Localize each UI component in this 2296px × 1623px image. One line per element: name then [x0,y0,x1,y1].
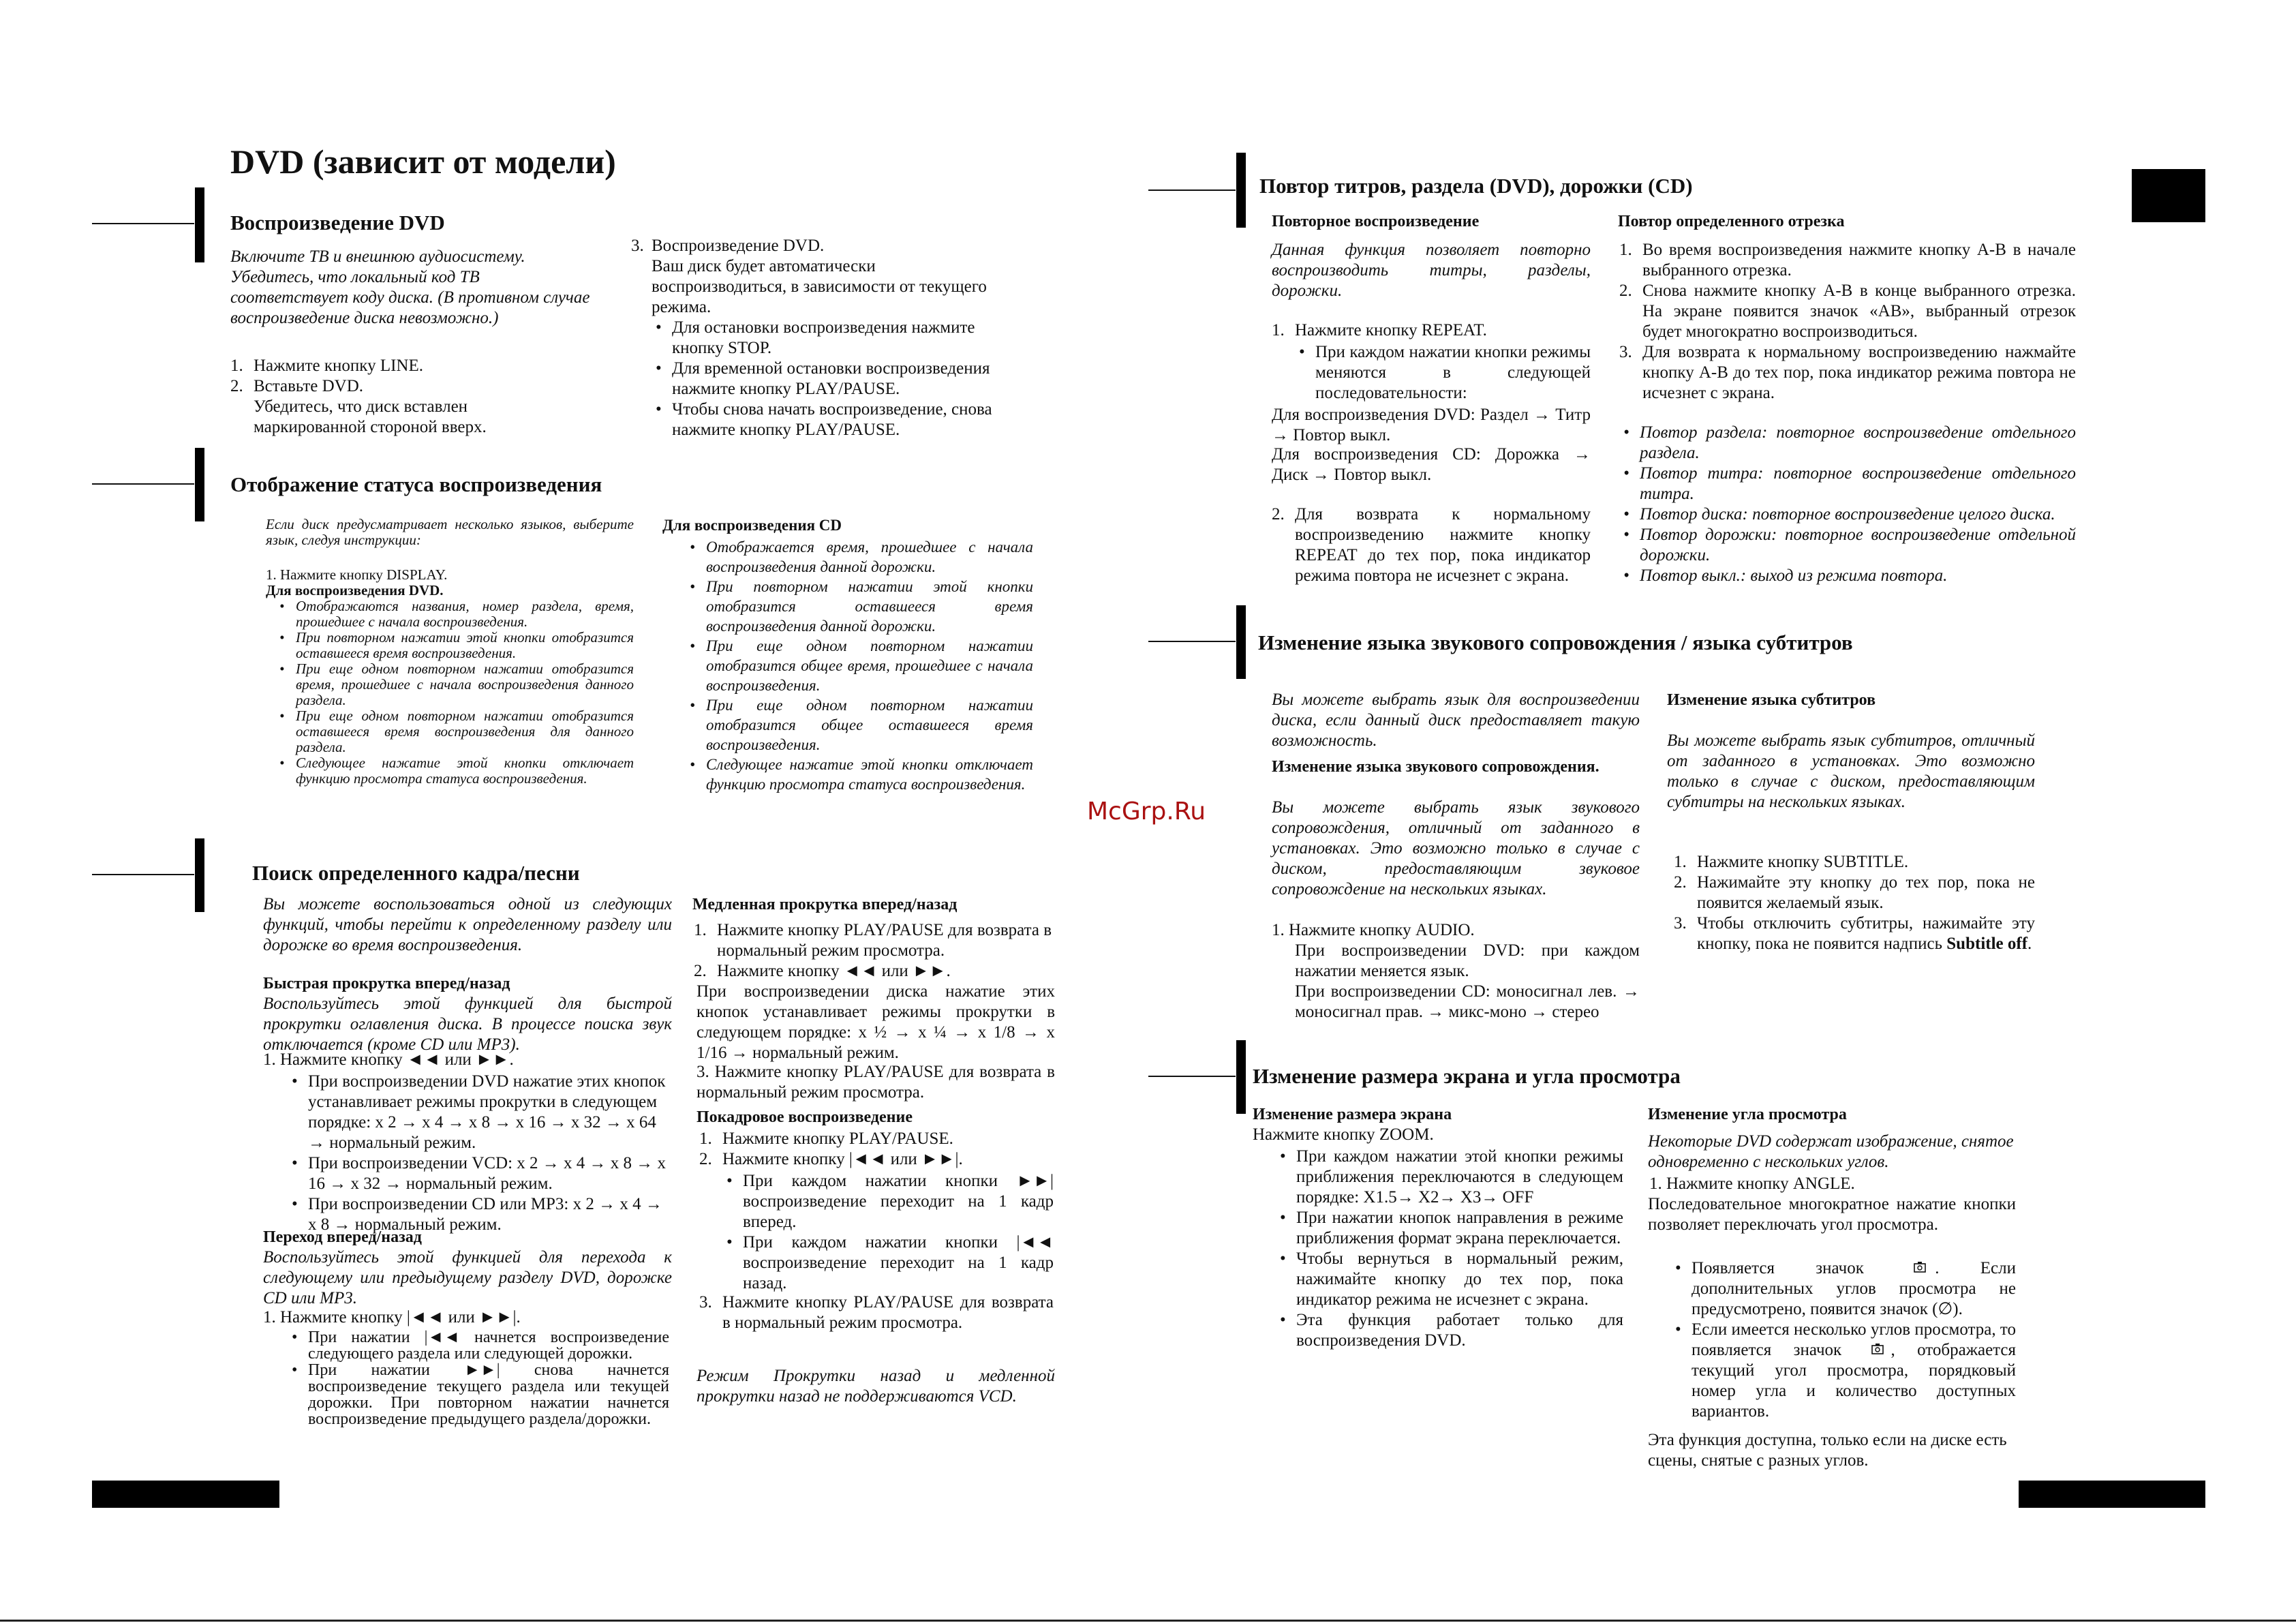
list-item: • Чтобы снова начать воспроизведение, снова нажмите кнопку PLAY/PAUSE. [652,399,999,440]
list-item: • При еще одном повторном нажатии отобразится общее оставшееся время воспроизведения. [686,695,1033,755]
list-item: 2. Для возврата к нормальному воспроизведению нажмите кнопку REPEAT до тех пор, пока индикатор режима повтора не исчезнет с экрана. [1272,505,1591,585]
ab-steps [1619,240,2076,404]
size-step: Нажмите кнопку ZOOM. [1253,1125,1434,1144]
list-item: • При еще одном повторном нажатии отобразится общее время, прошедшее с начала воспроизведения. [686,636,1033,695]
audio-heading: Изменение языка звукового сопровождения. [1272,758,1599,776]
list-item: • Повтор выкл.: выход из режима повтора. [1619,566,2076,586]
list-item: 1. Во время воспроизведения нажмите кнопку A-B в начале выбранного отрезка. [1619,241,2076,279]
search-note: Режим Прокрутки назад и медленной прокрутки назад не поддерживаются VCD. [697,1367,1055,1406]
list-item: • При еще одном повторном нажатии отобразится оставшееся время воспроизведения для данного раздела. [275,708,634,755]
slow-heading: Медленная прокрутка вперед/назад [692,896,958,913]
list-item: • При каждом нажатии этой кнопки режимы приближения переключаются в следующем порядке: X1.5→ X2→ X3→ OFF [1276,1147,1623,1208]
repeat-step1 [1272,320,1591,341]
section-rule [1148,189,1236,191]
list-item: • При еще одном повторном нажатии отобразится время, прошедшее с начала воспроизведения данного раздела. [275,661,634,708]
size-heading: Изменение размера экрана [1253,1106,1452,1123]
repeat-intro: Данная функция позволяет повторно воспроизводить титры, разделы, дорожки. [1272,241,1591,300]
search-intro: Вы можете воспользоваться одной из следующих функций, чтобы перейти к определенному разделу или дорожке во время воспроизведения. [263,895,672,954]
section-rule [1148,641,1236,642]
frame-list [722,1171,1054,1294]
list-item: • При нажатии |◄◄ начнется воспроизведение следующего раздела или следующей дорожки. [288,1329,669,1362]
list-item: 3. Нажмите кнопку PLAY/PAUSE для возврата в нормальный режим просмотра. [699,1293,1054,1332]
list-item: • При воспроизведении DVD нажатие этих кнопок устанавливает режимы прокрутки в следующем порядке: x 2 → x 4 → x 8 → x 16 → x 32 → x 64 → нормальный режим. [288,1072,669,1153]
angle-note: Эта функция доступна, только если на диске есть сцены, снятые с разных углов. [1648,1431,2007,1470]
list-item: • Отображаются названия, номер раздела, время, прошедшее с начала воспроизведения. [275,598,634,630]
audio-step: 1. Нажмите кнопку AUDIO. [1272,921,1475,939]
frame-heading: Покадровое воспроизведение [697,1108,913,1126]
subtitle-off-label: Subtitle off [1946,935,2028,953]
fast-list [288,1072,669,1235]
section-marker [1236,153,1246,228]
section-heading-zoom: Изменение размера экрана и угла просмотра [1253,1064,1681,1088]
playback-step2-note: Убедитесь, что диск вставлен маркированной стороной вверх. [254,397,487,436]
audio-dvd: При воспроизведении DVD: при каждом нажатии меняется язык. [1295,941,1640,980]
audio-intro: Вы можете выбрать язык звукового сопровождения, отличный от заданного в установках. Это возможно только в случае с диском, предоставляющим звуковое сопровождение на нескольких языках. [1272,798,1640,898]
status-cd-list [686,537,1033,794]
list-item: • Следующее нажатие этой кнопки отключает функцию просмотра статуса воспроизведения. [275,755,634,787]
playback-step3: 3. Воспроизведение DVD. Ваш диск будет автоматически воспроизводиться, в зависимости от текущего режима. • Для остановки воспроизведения нажмите кнопку STOP. • Для временной остановки воспроизведения нажмите кнопку PLAY/PAUSE. • Чтобы снова начать воспроизведение, снова нажмите кнопку PLAY/PAUSE. [631,236,999,440]
slow-step3: 3. Нажмите кнопку PLAY/PAUSE для возврата в нормальный режим просмотра. [697,1063,1055,1102]
list-item: • При каждом нажатии кнопки ►►| воспроизведение переходит на 1 кадр вперед. [722,1171,1054,1232]
list-item: • Чтобы вернуться в нормальный режим, нажимайте кнопку до тех пор, пока индикатор режима не исчезнет с экрана. [1276,1249,1623,1310]
list-item: 3. Для возврата к нормальному воспроизведению нажмайте кнопку A-B до тех пор, пока индикатор режима повтора не исчезнет с экрана. [1619,343,2076,402]
section-marker [195,187,204,262]
section-heading-repeat: Повтор титров, раздела (DVD), дорожки (CD) [1259,174,1693,198]
repeat-cd-line: Для воспроизведения CD: Дорожка → Диск → Повтор выкл. [1272,445,1591,484]
fast-heading: Быстрая прокрутка вперед/назад [263,975,510,992]
section-rule [92,874,194,875]
repeat-dvd-line: Для воспроизведения DVD: Раздел → Титр → Повтор выкл. [1272,406,1591,444]
list-item: • Повтор диска: повторное воспроизведение целого диска. [1619,504,2076,525]
list-item: • Повтор раздела: повторное воспроизведение отдельного раздела. [1619,423,2076,464]
size-list [1276,1147,1623,1351]
status-step1: 1. Нажмите кнопку DISPLAY. [266,566,448,583]
angle-heading: Изменение угла просмотра [1648,1106,1847,1123]
list-item: 3. Чтобы отключить субтитры, нажимайте эту кнопку, пока не появится надпись Subtitle off. [1674,914,2035,953]
section-heading-playback: Воспроизведение DVD [230,211,445,234]
frame-step3 [699,1292,1054,1333]
list-item: • При воспроизведении VCD: x 2 → x 4 → x 8 → x 16 → x 32 → нормальный режим. [288,1153,669,1194]
list-item: • Следующее нажатие этой кнопки отключает функцию просмотра статуса воспроизведения. [686,755,1033,794]
list-item: 1. Нажмите кнопку REPEAT. [1272,321,1487,339]
playback-steps [230,356,598,397]
section-rule [92,223,194,224]
status-intro: Если диск предусматривает несколько языков, выберите язык, следуя инструкции: [266,516,634,548]
status-dvd-list [275,598,634,787]
list-item: • При повторном нажатии этой кнопки отобразится оставшееся время воспроизведения данной дорожки. [686,577,1033,636]
section-marker [1236,1040,1246,1114]
section-heading-search: Поиск определенного кадра/песни [252,861,580,885]
subtitle-heading: Изменение языка субтитров [1667,691,1876,709]
list-item: 1. Нажмите кнопку LINE. [230,357,424,375]
list-item: • Если имеется несколько углов просмотра, то появляется значок , отображается текущий угол просмотра, порядковый номер угла и количество доступных вариантов. [1671,1320,2016,1422]
watermark: McGrp.Ru [1087,798,1206,825]
list-item: 1. Нажмите кнопку PLAY/PAUSE. [699,1129,953,1148]
language-intro: Вы можете выбрать язык для воспроизведении диска, если данный диск предоставляет такую возможность. [1272,691,1640,750]
list-item: • Отображается время, прошедшее с начала воспроизведения данной дорожки. [686,537,1033,577]
list-item: • Повтор дорожки: повторное воспроизведение отдельной дорожки. [1619,525,2076,566]
repeat-sub2: Повтор определенного отрезка [1618,213,1845,230]
ab-list [1619,423,2076,586]
status-dvd-label: Для воспроизведения DVD. [266,582,444,598]
list-item: 2. Нажмите кнопку ◄◄ или ►►. [694,962,951,980]
audio-cd: При воспроизведении CD: моносигнал лев. → моносигнал прав. → микс-моно → стерео [1295,982,1640,1021]
subtitle-intro: Вы можете выбрать язык субтитров, отличный от заданного в установках. Это возможно только в случае с диском, предоставляющим субтитры на нескольких языках. [1667,731,2035,811]
section-marker [195,448,204,521]
fast-intro: Воспользуйтесь этой функцией для быстрой прокрутки оглавления диска. В процессе поиска звук отключается (кроме CD или MP3). [263,995,672,1054]
section-marker [1236,605,1246,679]
repeat-step1-list [1295,342,1591,404]
list-item: • При воспроизведении CD или MP3: x 2 → x 4 → x 8 → нормальный режим. [288,1194,669,1235]
list-item: 2. Снова нажмите кнопку A-B в конце выбранного отрезка. На экране появится значок «AB», выбранный отрезок будет многократно воспроизводиться. [1619,282,2076,341]
fast-step: 1. Нажмите кнопку ◄◄ или ►►. [263,1050,514,1069]
angle-intro: Некоторые DVD содержат изображение, снятое одновременно с нескольких углов. [1648,1132,2014,1171]
list-item: • При каждом нажатии кнопки режимы меняются в следующей последовательности: [1295,342,1591,404]
camera-icon [1905,1258,1935,1279]
subtitle-steps [1674,852,2035,954]
status-cd-label: Для воспроизведения CD [662,517,842,534]
list-item: • При нажатии ►►| снова начнется воспроизведение текущего раздела или текущей дорожки. При повторном нажатии начнется воспроизведение предыдущего раздела/дорожки. [288,1362,669,1427]
frame-steps [699,1129,1054,1170]
skip-list [288,1329,669,1427]
footer-block [92,1481,279,1508]
section-heading-language: Изменение языка звукового сопровождения / языка субтитров [1258,631,1853,654]
list-item: • Эта функция работает только для воспроизведения DVD. [1276,1310,1623,1351]
footer-block [2019,1481,2205,1508]
page-title: DVD (зависит от модели) [230,142,616,181]
camera-icon [1864,1340,1891,1361]
angle-step: 1. Нажмите кнопку ANGLE. [1649,1174,1855,1193]
list-item: 2. Нажимайте эту кнопку до тех пор, пока не появится желаемый язык. [1674,873,2035,912]
skip-step: 1. Нажмите кнопку |◄◄ или ►►|. [263,1308,521,1326]
slow-steps [694,920,1055,982]
section-rule [1148,1076,1236,1077]
slow-text: При воспроизведении диска нажатие этих кнопок устанавливает режимы прокрутки в следующем порядке: x ½ → x ¼ → x 1/8 → x 1/16 → нормальный режим. [697,982,1055,1062]
angle-list [1671,1258,2016,1422]
section-marker [195,838,204,912]
playback-intro: Включите ТВ и внешнюю аудиосистему. Убедитесь, что локальный код ТВ соответствует коду диска. (В противном случае воспроизведение диска невозможно.) [230,247,590,327]
angle-text: Последовательное многократное нажатие кнопки позволяет переключать угол просмотра. [1648,1195,2016,1234]
section-rule [92,483,194,485]
list-item: 1. Нажмите кнопку SUBTITLE. [1674,853,1909,871]
repeat-sub1: Повторное воспроизведение [1272,213,1480,230]
list-item: 1. Нажмите кнопку PLAY/PAUSE для возврата в нормальный режим просмотра. [694,921,1052,960]
list-item: • Для временной остановки воспроизведения нажмите кнопку PLAY/PAUSE. [652,359,999,399]
page-bottom-edge [0,1620,2296,1622]
list-item: • При повторном нажатии этой кнопки отобразится оставшееся время воспроизведения. [275,630,634,661]
list-item: 2. Нажмите кнопку |◄◄ или ►►|. [699,1150,963,1168]
list-item: • Появляется значок . Если дополнительных углов просмотра не предусмотрено, появится значок (∅). [1671,1258,2016,1320]
corner-block [2132,169,2205,222]
repeat-step2 [1272,504,1591,586]
list-item: • Повтор титра: повторное воспроизведение отдельного титра. [1619,464,2076,504]
list-item: 2. Вставьте DVD. [230,377,364,395]
list-item: • При каждом нажатии кнопки |◄◄ воспроизведение переходит на 1 кадр назад. [722,1232,1054,1294]
list-item: • Для остановки воспроизведения нажмите кнопку STOP. [652,318,999,359]
list-item: • При нажатии кнопок направления в режиме приближения формат экрана переключается. [1276,1208,1623,1249]
section-heading-status: Отображение статуса воспроизведения [230,472,602,496]
skip-heading: Переход вперед/назад [263,1228,422,1246]
skip-intro: Воспользуйтесь этой функцией для перехода к следующему или предыдущему разделу DVD, дорожке CD или MP3. [263,1248,672,1307]
